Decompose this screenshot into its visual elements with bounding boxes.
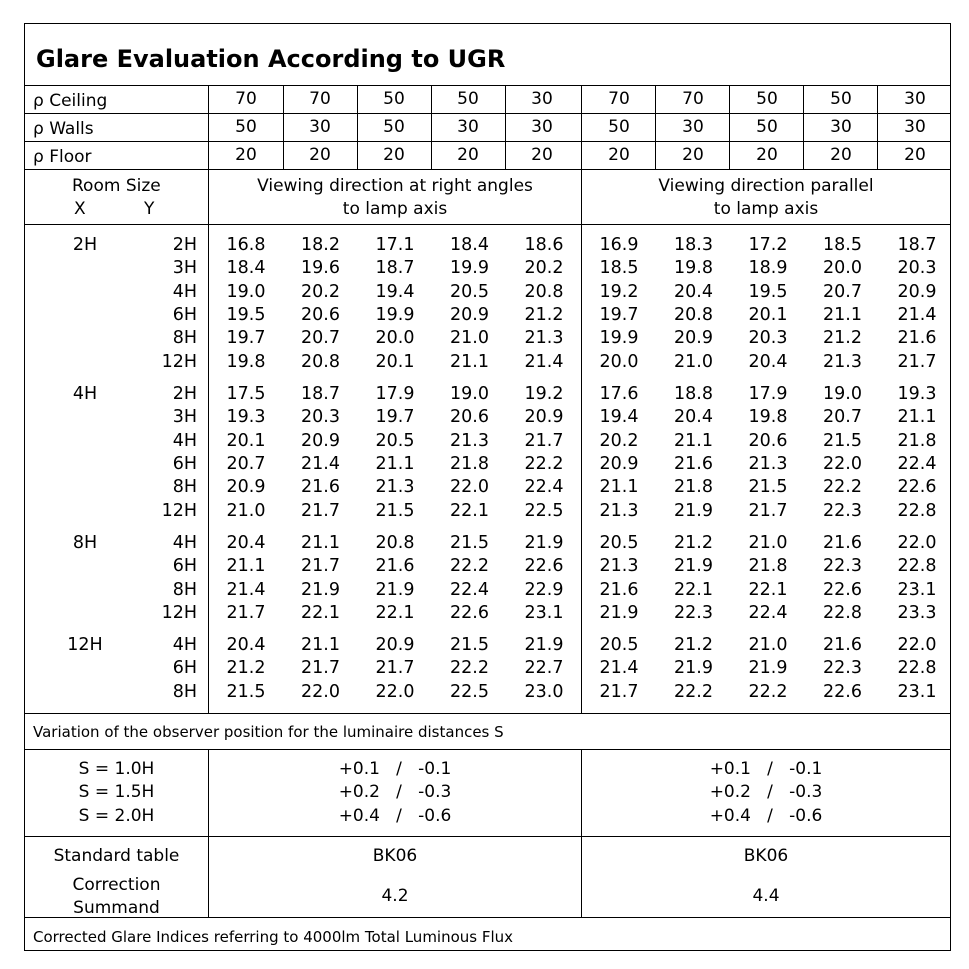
ceiling-reflectance-value: 70: [235, 89, 257, 109]
floor-reflectance-value: 20: [904, 145, 926, 165]
ugr-value: 22.3: [674, 602, 713, 623]
ugr-value: 21.4: [524, 351, 564, 372]
walls-reflectance-value: 30: [309, 117, 331, 137]
ugr-value: 21.7: [748, 500, 788, 521]
room-y-label: 3H: [172, 258, 197, 279]
correction-label-2: Summand: [73, 898, 160, 918]
standard-table-label: Standard table: [53, 846, 180, 866]
ugr-value: 19.3: [897, 384, 937, 404]
ugr-value: 21.9: [524, 635, 564, 655]
ugr-value: 22.9: [524, 579, 564, 600]
floor-reflectance-value: 20: [383, 145, 405, 165]
walls-reflectance-value: 50: [756, 117, 778, 137]
ugr-value: 21.9: [375, 579, 415, 600]
ugr-value: 19.2: [524, 384, 564, 404]
ugr-value: 21.3: [599, 556, 639, 577]
ugr-value: 21.2: [674, 635, 713, 655]
ugr-value: 20.0: [823, 258, 862, 279]
floor-reflectance-value: 20: [235, 145, 257, 165]
ugr-value: 21.1: [375, 453, 415, 474]
ugr-value: 18.2: [301, 235, 340, 255]
ugr-value: 21.5: [450, 635, 489, 655]
room-x-label: 2H: [72, 235, 98, 255]
correction-parallel: 4.4: [752, 886, 780, 906]
ugr-value: 23.1: [524, 602, 564, 623]
ugr-value: 21.7: [375, 658, 415, 679]
floor-reflectance-value: 20: [309, 145, 331, 165]
ugr-value: 17.2: [748, 235, 788, 255]
ugr-value: 20.3: [897, 258, 937, 279]
ugr-value: 21.7: [599, 681, 639, 702]
walls-label: ρ Walls: [33, 119, 94, 139]
ugr-value: 21.3: [450, 430, 489, 451]
ugr-value: 19.5: [226, 304, 266, 325]
room-y-label: 2H: [172, 235, 197, 255]
walls-reflectance-value: 30: [904, 117, 926, 137]
ugr-value: 21.6: [823, 533, 862, 553]
room-y-label: 8H: [172, 579, 197, 600]
ugr-value: 23.1: [897, 681, 937, 702]
floor-reflectance-value: 20: [830, 145, 852, 165]
ugr-value: 21.5: [748, 477, 788, 498]
ugr-value: 21.9: [524, 533, 564, 553]
walls-reflectance-value: 30: [682, 117, 704, 137]
ugr-value: 18.4: [450, 235, 489, 255]
ugr-value: 18.7: [897, 235, 937, 255]
ugr-value: 23.1: [897, 579, 937, 600]
ugr-value: 18.8: [674, 384, 713, 404]
ugr-value: 21.3: [524, 328, 564, 349]
ugr-value: 21.0: [748, 635, 788, 655]
ugr-value: 21.9: [748, 658, 788, 679]
ugr-value: 21.2: [524, 304, 564, 325]
floor-reflectance-value: 20: [457, 145, 479, 165]
ugr-value: 19.2: [599, 281, 639, 302]
room-y-label: 8H: [172, 477, 197, 498]
variation-distance: S = 1.0H: [78, 759, 155, 779]
ugr-value: 22.6: [823, 681, 862, 702]
ugr-value: 19.4: [375, 281, 415, 302]
ugr-value: 21.6: [375, 556, 415, 577]
ugr-value: 21.1: [301, 533, 340, 553]
ugr-value: 20.5: [599, 533, 639, 553]
room-y-label: 6H: [172, 304, 197, 325]
room-y-label: 6H: [172, 658, 197, 679]
ugr-value: 19.9: [599, 328, 639, 349]
ugr-value: 20.2: [599, 430, 639, 451]
ugr-value: 20.8: [301, 351, 340, 372]
room-y-label: 6H: [172, 453, 197, 474]
ugr-value: 22.2: [450, 658, 489, 679]
floor-reflectance-value: 20: [608, 145, 630, 165]
ugr-value: 20.7: [226, 453, 266, 474]
ugr-value: 19.4: [599, 407, 639, 428]
ugr-value: 21.2: [823, 328, 862, 349]
rule-title: [25, 85, 950, 86]
ugr-value: 18.7: [301, 384, 340, 404]
ugr-value: 20.0: [599, 351, 639, 372]
ugr-value: 22.1: [450, 500, 489, 521]
ugr-value: 20.4: [674, 407, 713, 428]
variation-right-angles: +0.2 / -0.3: [338, 782, 452, 803]
room-y-label: 4H: [172, 635, 197, 655]
ugr-value: 21.5: [823, 430, 862, 451]
ugr-value: 22.4: [524, 477, 564, 498]
ugr-value: 21.1: [823, 304, 862, 325]
ceiling-reflectance-value: 50: [383, 89, 405, 109]
ugr-value: 21.7: [897, 351, 937, 372]
ugr-value: 21.8: [450, 453, 489, 474]
ugr-value: 20.8: [524, 281, 564, 302]
ugr-value: 17.9: [748, 384, 788, 404]
ugr-value: 22.8: [897, 500, 937, 521]
ugr-value: 19.8: [748, 407, 788, 428]
ugr-value: 18.7: [375, 258, 415, 279]
ceiling-label: ρ Ceiling: [33, 91, 108, 111]
ugr-value: 20.9: [375, 635, 415, 655]
room-y-label: 4H: [172, 430, 197, 451]
ugr-value: 22.6: [897, 477, 937, 498]
ugr-value: 20.4: [748, 351, 788, 372]
ugr-value: 19.7: [599, 304, 639, 325]
room-size-label: Room Size: [72, 176, 161, 196]
ugr-value: 16.8: [226, 235, 266, 255]
ceiling-reflectance-value: 50: [756, 89, 778, 109]
ugr-value: 19.8: [226, 351, 266, 372]
ugr-value: 22.3: [823, 556, 862, 577]
ugr-value: 21.6: [599, 579, 639, 600]
ugr-value: 22.1: [375, 602, 415, 623]
ugr-value: 20.0: [375, 328, 415, 349]
ugr-value: 21.3: [599, 500, 639, 521]
ugr-value: 20.5: [375, 430, 415, 451]
floor-reflectance-value: 20: [756, 145, 778, 165]
ugr-value: 20.7: [823, 281, 862, 302]
right-angles-heading-2: to lamp axis: [342, 199, 448, 219]
ugr-value: 21.6: [823, 635, 862, 655]
rule-variation-end: [25, 836, 950, 837]
room-y-label: 12H: [161, 602, 197, 623]
ugr-value: 20.9: [226, 477, 266, 498]
walls-reflectance-value: 30: [531, 117, 553, 137]
ugr-value: 17.1: [375, 235, 415, 255]
ugr-value: 21.4: [301, 453, 340, 474]
ugr-value: 22.0: [450, 477, 489, 498]
ugr-value: 21.4: [599, 658, 639, 679]
ugr-value: 21.6: [301, 477, 340, 498]
ugr-value: 20.9: [674, 328, 713, 349]
room-y-label: 12H: [161, 351, 197, 372]
ugr-value: 20.6: [301, 304, 340, 325]
ugr-value: 20.4: [674, 281, 713, 302]
floor-reflectance-value: 20: [682, 145, 704, 165]
ugr-value: 22.0: [823, 453, 862, 474]
ugr-value: 20.8: [674, 304, 713, 325]
variation-right-angles: +0.1 / -0.1: [338, 759, 452, 779]
ugr-value: 19.3: [226, 407, 266, 428]
ugr-value: 21.5: [375, 500, 415, 521]
room-size-y-label: Y: [144, 199, 155, 219]
ugr-value: 22.4: [897, 453, 937, 474]
ugr-value: 23.0: [524, 681, 564, 702]
variation-right-angles: +0.4 / -0.6: [338, 805, 452, 826]
room-x-label: 8H: [72, 533, 98, 553]
ugr-value: 18.3: [674, 235, 713, 255]
room-y-label: 2H: [172, 384, 197, 404]
ugr-value: 22.2: [524, 453, 564, 474]
ugr-value: 19.0: [823, 384, 862, 404]
ugr-value: 20.9: [897, 281, 937, 302]
ceiling-reflectance-value: 70: [682, 89, 704, 109]
room-y-label: 4H: [172, 281, 197, 302]
ugr-table-sheet: [24, 23, 951, 951]
rule-header: [25, 224, 950, 225]
ugr-value: 21.5: [226, 681, 266, 702]
ugr-value: 18.6: [524, 235, 564, 255]
ugr-value: 21.9: [674, 658, 713, 679]
ugr-value: 22.1: [674, 579, 713, 600]
ugr-value: 20.9: [450, 304, 489, 325]
ugr-value: 22.0: [897, 533, 937, 553]
parallel-heading-1: Viewing direction parallel: [658, 176, 874, 196]
rule-data-end: [25, 713, 950, 714]
ugr-value: 22.6: [524, 556, 564, 577]
ugr-value: 21.9: [599, 602, 639, 623]
ugr-value: 20.5: [450, 281, 489, 302]
variation-caption: Variation of the observer position for the luminaire distances S: [33, 723, 504, 741]
walls-reflectance-value: 30: [830, 117, 852, 137]
ugr-value: 18.5: [599, 258, 639, 279]
ugr-value: 22.0: [301, 681, 340, 702]
ugr-value: 22.4: [450, 579, 489, 600]
ugr-value: 21.7: [226, 602, 266, 623]
ugr-value: 22.6: [823, 579, 862, 600]
floor-reflectance-value: 20: [531, 145, 553, 165]
ugr-value: 22.8: [897, 556, 937, 577]
ugr-value: 19.8: [674, 258, 713, 279]
ugr-value: 20.3: [748, 328, 788, 349]
ugr-value: 22.8: [897, 658, 937, 679]
ugr-value: 22.0: [897, 635, 937, 655]
ugr-value: 22.1: [301, 602, 340, 623]
variation-parallel: +0.4 / -0.6: [709, 805, 823, 826]
ugr-value: 22.5: [524, 500, 564, 521]
ugr-value: 17.6: [599, 384, 639, 404]
ugr-value: 20.1: [375, 351, 415, 372]
ugr-value: 22.4: [748, 602, 788, 623]
ugr-value: 21.9: [301, 579, 340, 600]
standard-table-right: BK06: [372, 846, 418, 866]
room-y-label: 4H: [172, 533, 197, 553]
ugr-value: 20.7: [301, 328, 340, 349]
variation-parallel: +0.2 / -0.3: [709, 782, 823, 803]
ugr-value: 22.2: [748, 681, 788, 702]
ugr-value: 20.5: [599, 635, 639, 655]
standard-table-parallel: BK06: [743, 846, 789, 866]
ugr-value: 20.2: [301, 281, 340, 302]
ugr-value: 21.6: [897, 328, 937, 349]
page-title: Glare Evaluation According to UGR: [36, 45, 506, 73]
footer-note: Corrected Glare Indices referring to 4000lm Total Luminous Flux: [33, 928, 514, 946]
ugr-value: 22.2: [823, 477, 862, 498]
ugr-value: 21.0: [226, 500, 266, 521]
ugr-value: 21.7: [301, 500, 340, 521]
ugr-value: 21.5: [450, 533, 489, 553]
ceiling-reflectance-value: 50: [830, 89, 852, 109]
ugr-value: 21.6: [674, 453, 713, 474]
ugr-value: 19.7: [375, 407, 415, 428]
ugr-value: 20.9: [524, 407, 564, 428]
ceiling-reflectance-value: 50: [457, 89, 479, 109]
ugr-value: 20.7: [823, 407, 862, 428]
room-y-label: 12H: [161, 500, 197, 521]
ugr-value: 22.7: [524, 658, 564, 679]
walls-reflectance-value: 50: [383, 117, 405, 137]
ugr-value: 21.1: [674, 430, 713, 451]
room-y-label: 8H: [172, 681, 197, 702]
ugr-value: 20.1: [226, 430, 266, 451]
walls-reflectance-value: 50: [608, 117, 630, 137]
ugr-value: 19.9: [375, 304, 415, 325]
ugr-value: 19.6: [301, 258, 340, 279]
ugr-value: 22.8: [823, 602, 862, 623]
rule-floor: [25, 169, 950, 170]
ugr-value: 19.0: [450, 384, 489, 404]
ugr-value: 22.3: [823, 658, 862, 679]
ugr-value: 20.6: [450, 407, 489, 428]
ugr-value: 21.8: [674, 477, 713, 498]
ugr-value: 21.1: [450, 351, 489, 372]
ugr-value: 22.2: [450, 556, 489, 577]
ugr-value: 21.1: [897, 407, 937, 428]
ceiling-reflectance-value: 30: [531, 89, 553, 109]
ugr-value: 22.5: [450, 681, 489, 702]
ugr-value: 18.9: [748, 258, 788, 279]
correction-label-1: Correction: [72, 875, 161, 895]
ugr-value: 19.9: [450, 258, 489, 279]
ugr-value: 21.3: [375, 477, 415, 498]
room-x-label: 4H: [72, 384, 98, 404]
ugr-value: 20.3: [301, 407, 340, 428]
ugr-value: 21.7: [301, 556, 340, 577]
ugr-value: 21.7: [301, 658, 340, 679]
ugr-value: 22.0: [375, 681, 415, 702]
ugr-value: 20.9: [301, 430, 340, 451]
ugr-value: 22.1: [748, 579, 788, 600]
ugr-value: 21.9: [674, 500, 713, 521]
ugr-value: 19.0: [226, 281, 266, 302]
ugr-value: 23.3: [897, 602, 937, 623]
ugr-value: 21.2: [674, 533, 713, 553]
correction-right: 4.2: [381, 886, 409, 906]
ugr-value: 20.4: [226, 533, 266, 553]
ugr-value: 18.5: [823, 235, 862, 255]
ugr-value: 22.3: [823, 500, 862, 521]
variation-distance: S = 2.0H: [78, 805, 155, 826]
ugr-value: 21.1: [599, 477, 639, 498]
ugr-value: 21.1: [301, 635, 340, 655]
ugr-value: 20.6: [748, 430, 788, 451]
ugr-value: 21.3: [748, 453, 788, 474]
ceiling-reflectance-value: 70: [309, 89, 331, 109]
ugr-value: 21.8: [897, 430, 937, 451]
ugr-value: 21.4: [897, 304, 937, 325]
walls-reflectance-value: 50: [235, 117, 257, 137]
ugr-value: 20.9: [599, 453, 639, 474]
variation-distance: S = 1.5H: [78, 782, 155, 803]
room-size-x-label: X: [74, 199, 86, 219]
ugr-value: 20.4: [226, 635, 266, 655]
ugr-value: 21.0: [450, 328, 489, 349]
ugr-value: 21.2: [226, 658, 266, 679]
ceiling-reflectance-value: 70: [608, 89, 630, 109]
ugr-value: 21.9: [674, 556, 713, 577]
ugr-value: 19.7: [226, 328, 266, 349]
parallel-heading-2: to lamp axis: [713, 199, 819, 219]
room-x-label: 12H: [67, 635, 103, 655]
ugr-value: 17.5: [226, 384, 266, 404]
ugr-value: 22.2: [674, 681, 713, 702]
ugr-value: 21.0: [674, 351, 713, 372]
ugr-value: 16.9: [599, 235, 639, 255]
ugr-value: 21.8: [748, 556, 788, 577]
rule-walls: [25, 141, 950, 142]
right-angles-heading-1: Viewing direction at right angles: [257, 176, 533, 196]
ugr-value: 21.0: [748, 533, 788, 553]
ugr-value: 18.4: [226, 258, 266, 279]
room-y-label: 6H: [172, 556, 197, 577]
ugr-value: 21.4: [226, 579, 266, 600]
rule-ceiling: [25, 113, 950, 114]
ugr-value: 21.3: [823, 351, 862, 372]
variation-parallel: +0.1 / -0.1: [709, 759, 823, 779]
ugr-value: 22.6: [450, 602, 489, 623]
ugr-value: 20.8: [375, 533, 415, 553]
room-y-label: 8H: [172, 328, 197, 349]
ugr-value: 17.9: [375, 384, 415, 404]
ugr-value: 21.7: [524, 430, 564, 451]
ugr-value: 20.1: [748, 304, 788, 325]
walls-reflectance-value: 30: [457, 117, 479, 137]
ugr-value: 21.1: [226, 556, 266, 577]
ugr-value: 20.2: [524, 258, 564, 279]
ugr-value: 19.5: [748, 281, 788, 302]
rule-variation-caption: [25, 749, 950, 750]
ceiling-reflectance-value: 30: [904, 89, 926, 109]
floor-label: ρ Floor: [33, 147, 92, 167]
room-y-label: 3H: [172, 407, 197, 428]
